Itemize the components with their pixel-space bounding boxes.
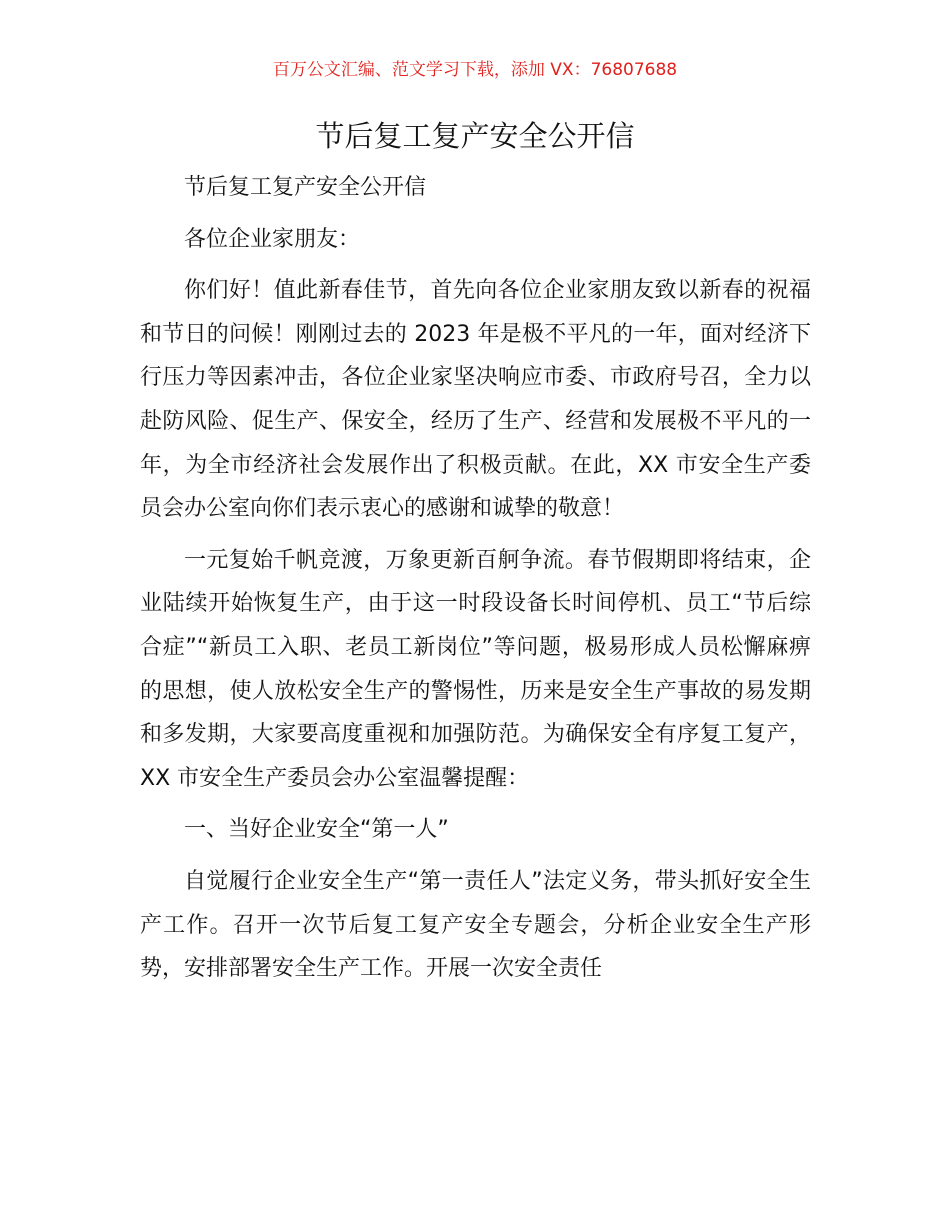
greeting-paragraph: 你们好！值此新春佳节，首先向各位企业家朋友致以新春的祝福和节日的问候！刚刚过去的 2023 年是极不平凡的一年，面对经济下行压力等因素冲击，各位企业家坚决响应市委、市政府号召，全力以赴防风险、促生产、保安全，经历了生产、经营和发展极不平凡的一年，为全市经济社会发展作出了积极贡献。在此，XX 市安全生产委员会办公室向你们表示衷心的感谢和诚挚的敬意！ xyxy=(140,278,811,522)
section-heading-1: 一、当好企业安全“第一人” xyxy=(184,817,449,843)
section-1-paragraph: 自觉履行企业安全生产“第一责任人”法定义务，带头抓好安全生产工作。召开一次节后复工复产安全专题会，分析企业安全生产形势，安排部署安全生产工作。开展一次安全责任 xyxy=(140,868,811,982)
header-banner: 百万公文汇编、范文学习下载，添加 VX：76807688 xyxy=(272,60,678,80)
document-body xyxy=(140,166,811,999)
subtitle-paragraph: 节后复工复产安全公开信 xyxy=(184,175,427,200)
salutation-paragraph: 各位企业家朋友： xyxy=(184,226,361,252)
context-paragraph: 一元复始千帆竞渡，万象更新百舸争流。春节假期即将结束，企业陆续开始恢复生产，由于这一时段设备长时间停机、员工“节后综合症”“新员工入职、老员工新岗位”等问题，极易形成人员松懈麻痹的思想，使人放松安全生产的警惕性，历来是安全生产事故的易发期和多发期，大家要高度重视和加强防范。为确保安全有序复工复产，XX 市安全生产委员会办公室温馨提醒： xyxy=(140,547,811,791)
document-title: 节后复工复产安全公开信 xyxy=(315,119,635,153)
